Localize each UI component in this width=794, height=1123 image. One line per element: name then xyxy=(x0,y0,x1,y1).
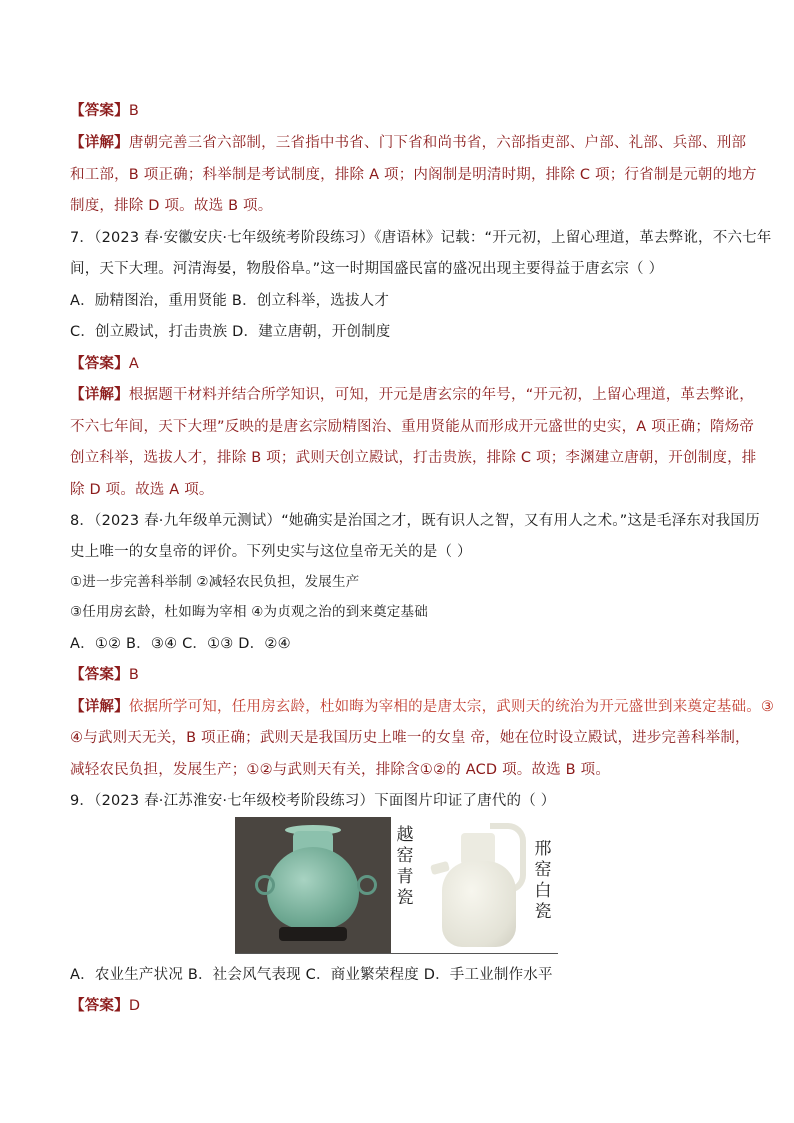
explanation-line-7c: 创立科举，选拔人才，排除 B 项；武则天创立殿试，打击贵族，排除 C 项；李渊建立唐朝，开创制度，排 xyxy=(70,450,757,466)
explanation-line-7b: 不六七年间，天下大理”反映的是唐玄宗励精图治、重用贤能从而形成开元盛世的史实，A 项正确；隋炀帝 xyxy=(70,419,755,435)
xing-kiln-label: 邢窑白瓷 xyxy=(534,839,552,922)
explanation-line-8c: 减轻农民负担，发展生产；①②与武则天有关，排除含①②的 ACD 项。故选 B 项。 xyxy=(70,762,611,778)
question-7-options-cd: C．创立殿试，打击贵族 D．建立唐朝，开创制度 xyxy=(70,324,391,340)
question-8-statements-34: ③任用房玄龄，杜如晦为宰相 ④为贞观之治的到来奠定基础 xyxy=(70,604,428,620)
question-7-line-a: 7．（2023 春·安徽安庆·七年级统考阶段练习）《唐语林》记载：“开元初，上留心理道，革去弊讹，不六七年 xyxy=(70,230,772,246)
explanation-line-6c: 制度，排除 D 项。故选 B 项。 xyxy=(70,198,273,214)
answer-line-8: 【答案】B xyxy=(70,667,139,683)
question-8-statements-12: ①进一步完善科举制 ②减轻农民负担，发展生产 xyxy=(70,574,360,590)
porcelain-figure xyxy=(235,817,558,954)
explanation-line-7a: 【详解】根据题干材料并结合所学知识，可知，开元是唐玄宗的年号，“开元初，上留心理道，革去弊讹， xyxy=(70,387,754,403)
answer-line-6: 【答案】B xyxy=(70,103,139,119)
question-8-options: A．①② B．③④ C．①③ D．②④ xyxy=(70,636,291,652)
explanation-line-6a: 【详解】唐朝完善三省六部制，三省指中书省、门下省和尚书省，六部指吏部、户部、礼部、兵部、刑部 xyxy=(70,135,747,151)
answer-line-7: 【答案】A xyxy=(70,356,139,372)
answer-line-9: 【答案】D xyxy=(70,998,141,1014)
question-9-line: 9．（2023 春·江苏淮安·七年级校考阶段练习）下面图片印证了唐代的（ ） xyxy=(70,793,556,809)
question-8-line-a: 8．（2023 春·九年级单元测试）“她确实是治国之才，既有识人之智，又有用人之术。”这是毛泽东对我国历 xyxy=(70,513,760,529)
white-ewer-image xyxy=(442,861,516,947)
explanation-line-8a: 【详解】依据所学可知，任用房玄龄，杜如晦为宰相的是唐太宗，武则天的统治为开元盛世到来奠定基础。③ xyxy=(70,699,775,715)
celadon-vase-image xyxy=(235,817,391,953)
question-8-line-b: 史上唯一的女皇帝的评价。下列史实与这位皇帝无关的是（ ） xyxy=(70,544,472,560)
question-7-line-b: 间，天下大理。河清海晏，物殷俗阜。”这一时期国盛民富的盛况出现主要得益于唐玄宗（ ） xyxy=(70,261,664,277)
explanation-line-8b: ④与武则天无关，B 项正确；武则天是我国历史上唯一的女皇 帝，她在位时设立殿试，进步完善科举制， xyxy=(70,730,750,746)
question-9-options: A．农业生产状况 B．社会风气表现 C．商业繁荣程度 D．手工业制作水平 xyxy=(70,967,553,983)
explanation-line-7d: 除 D 项。故选 A 项。 xyxy=(70,482,214,498)
question-7-options-ab: A．励精图治，重用贤能 B．创立科举，选拔人才 xyxy=(70,293,390,309)
yue-kiln-label: 越窑青瓷 xyxy=(396,825,414,908)
explanation-line-6b: 和工部，B 项正确；科举制是考试制度，排除 A 项；内阁制是明清时期，排除 C 项；行省制是元朝的地方 xyxy=(70,167,757,183)
